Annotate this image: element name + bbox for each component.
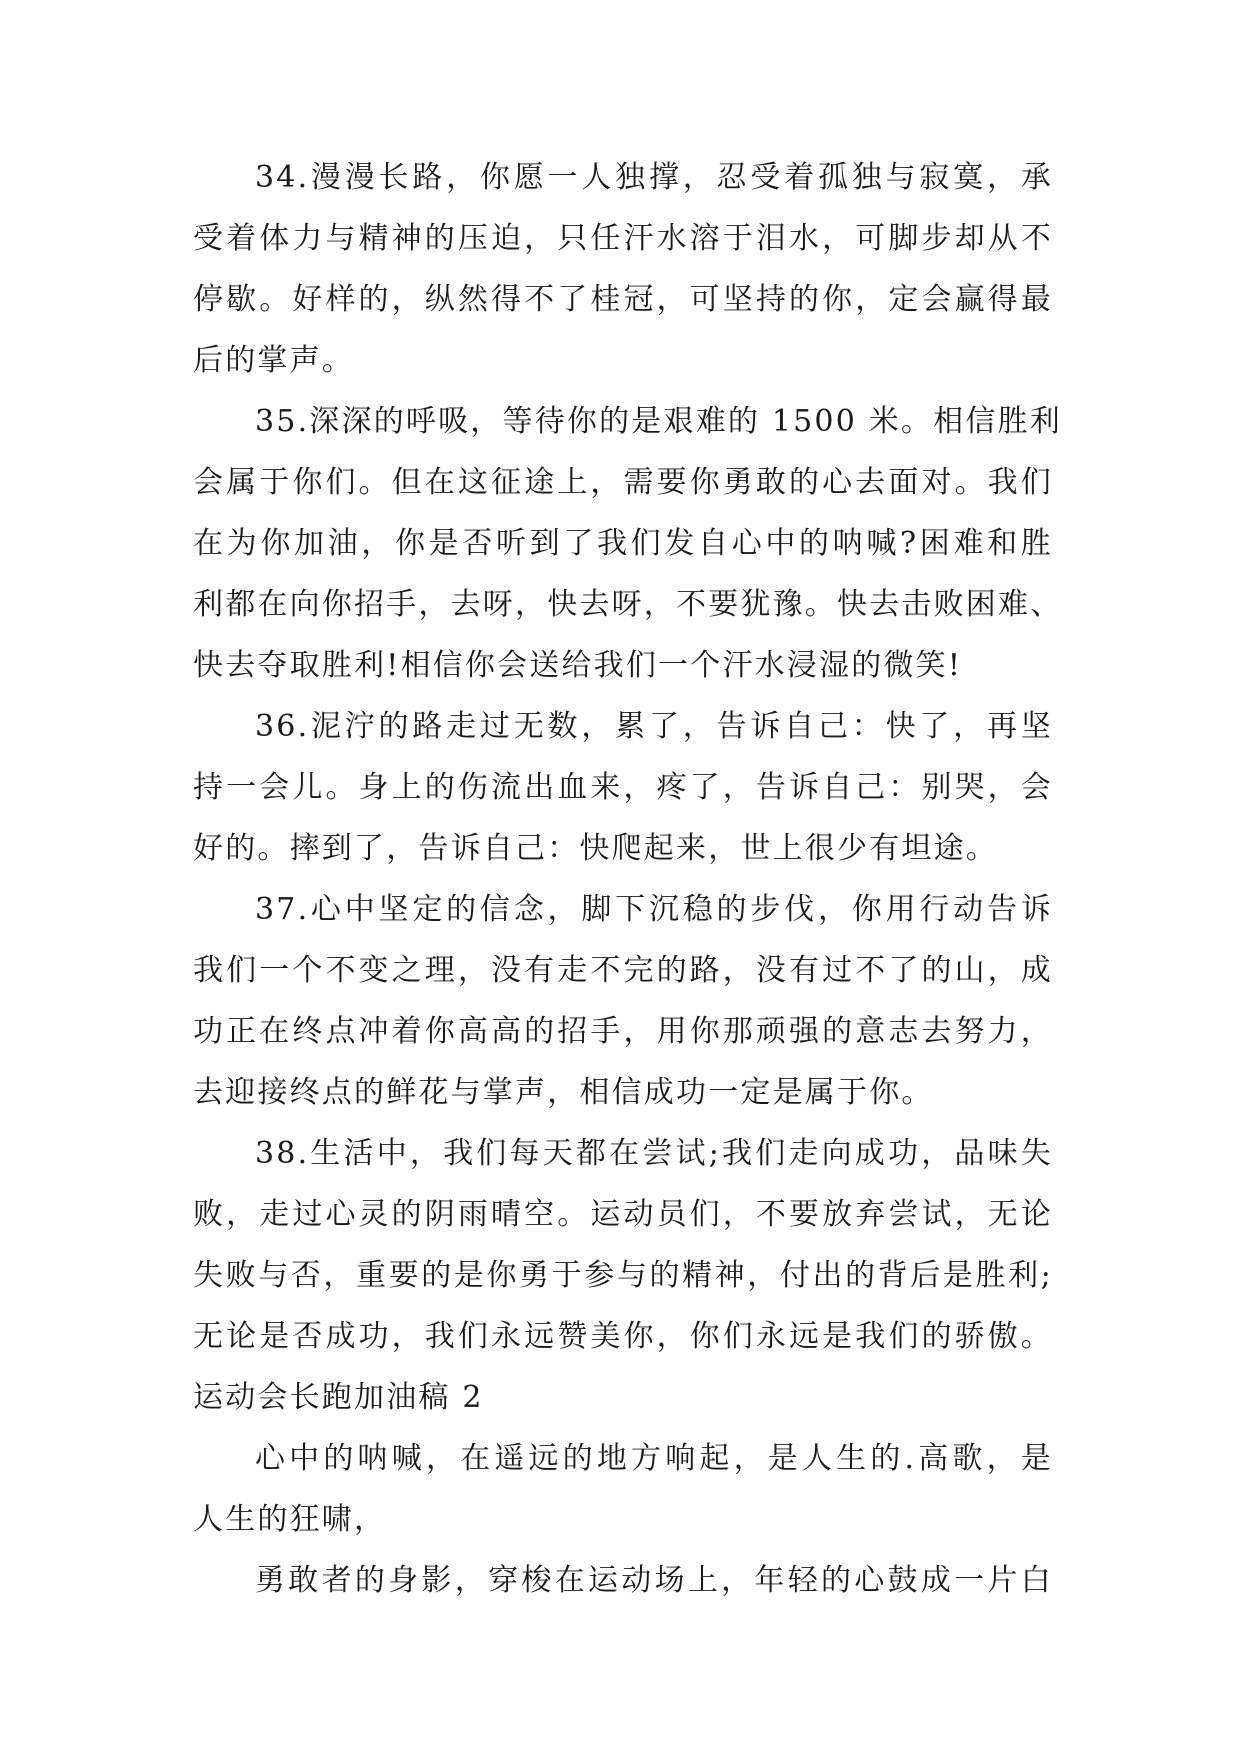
paragraph-line: 我们一个不变之理，没有走不完的路，没有过不了的山，成 <box>193 953 1053 988</box>
paragraph-line: 利都在向你招手，去呀，快去呀，不要犹豫。快去击败困难、 <box>193 587 1063 622</box>
paragraph-36 <box>193 707 1053 890</box>
paragraph-line: 功正在终点冲着你高高的招手，用你那顽强的意志去努力， <box>193 1014 1053 1049</box>
paragraph-line: 34.漫漫长路，你愿一人独撑，忍受着孤独与寂寞，承 <box>255 160 1053 195</box>
paragraph-line: 勇敢者的身影，穿梭在运动场上，年轻的心鼓成一片白 <box>255 1563 1053 1598</box>
paragraph-line: 会属于你们。但在这征途上，需要你勇敢的心去面对。我们 <box>193 465 1053 500</box>
paragraph-line: 停歇。好样的，纵然得不了桂冠，可坚持的你，定会赢得最 <box>193 282 1053 317</box>
paragraph-line: 失败与否，重要的是你勇于参与的精神，付出的背后是胜利; <box>193 1258 1053 1293</box>
paragraph-line: 心中的呐喊，在遥远的地方响起，是人生的.高歌，是 <box>255 1441 1053 1476</box>
paragraph-38 <box>193 1134 1053 1378</box>
closing-paragraph-2 <box>193 1561 1053 1622</box>
paragraph-line: 37.心中坚定的信念，脚下沉稳的步伐，你用行动告诉 <box>255 892 1053 927</box>
section-title: 运动会长跑加油稿 2 <box>193 1380 484 1415</box>
paragraph-line: 38.生活中，我们每天都在尝试;我们走向成功，品味失 <box>255 1136 1053 1171</box>
closing-paragraph-1 <box>193 1439 1053 1561</box>
paragraph-line: 败，走过心灵的阴雨晴空。运动员们，不要放弃尝试，无论 <box>193 1197 1053 1232</box>
paragraph-37 <box>193 890 1053 1134</box>
paragraph-line: 持一会儿。身上的伤流出血来，疼了，告诉自己：别哭，会 <box>193 770 1053 805</box>
paragraph-line: 去迎接终点的鲜花与掌声，相信成功一定是属于你。 <box>193 1075 934 1110</box>
paragraph-line: 无论是否成功，我们永远赞美你，你们永远是我们的骄傲。 <box>193 1319 1053 1354</box>
document-body <box>193 158 1063 1622</box>
paragraph-line: 后的掌声。 <box>193 343 354 378</box>
paragraph-line: 好的。摔到了，告诉自己：快爬起来，世上很少有坦途。 <box>193 831 998 866</box>
paragraph-line: 人生的狂啸， <box>193 1502 387 1537</box>
paragraph-34 <box>193 158 1053 402</box>
paragraph-line: 受着体力与精神的压迫，只任汗水溶于泪水，可脚步却从不 <box>193 221 1053 256</box>
paragraph-line: 快去夺取胜利!相信你会送给我们一个汗水浸湿的微笑! <box>193 648 963 683</box>
paragraph-35 <box>193 402 1063 707</box>
paragraph-line: 36.泥泞的路走过无数，累了，告诉自己：快了，再坚 <box>255 709 1053 744</box>
section-heading-block <box>193 1378 1053 1439</box>
paragraph-line: 35.深深的呼吸，等待你的是艰难的 1500 米。相信胜利 <box>255 404 1062 439</box>
paragraph-line: 在为你加油，你是否听到了我们发自心中的呐喊?困难和胜 <box>193 526 1053 561</box>
